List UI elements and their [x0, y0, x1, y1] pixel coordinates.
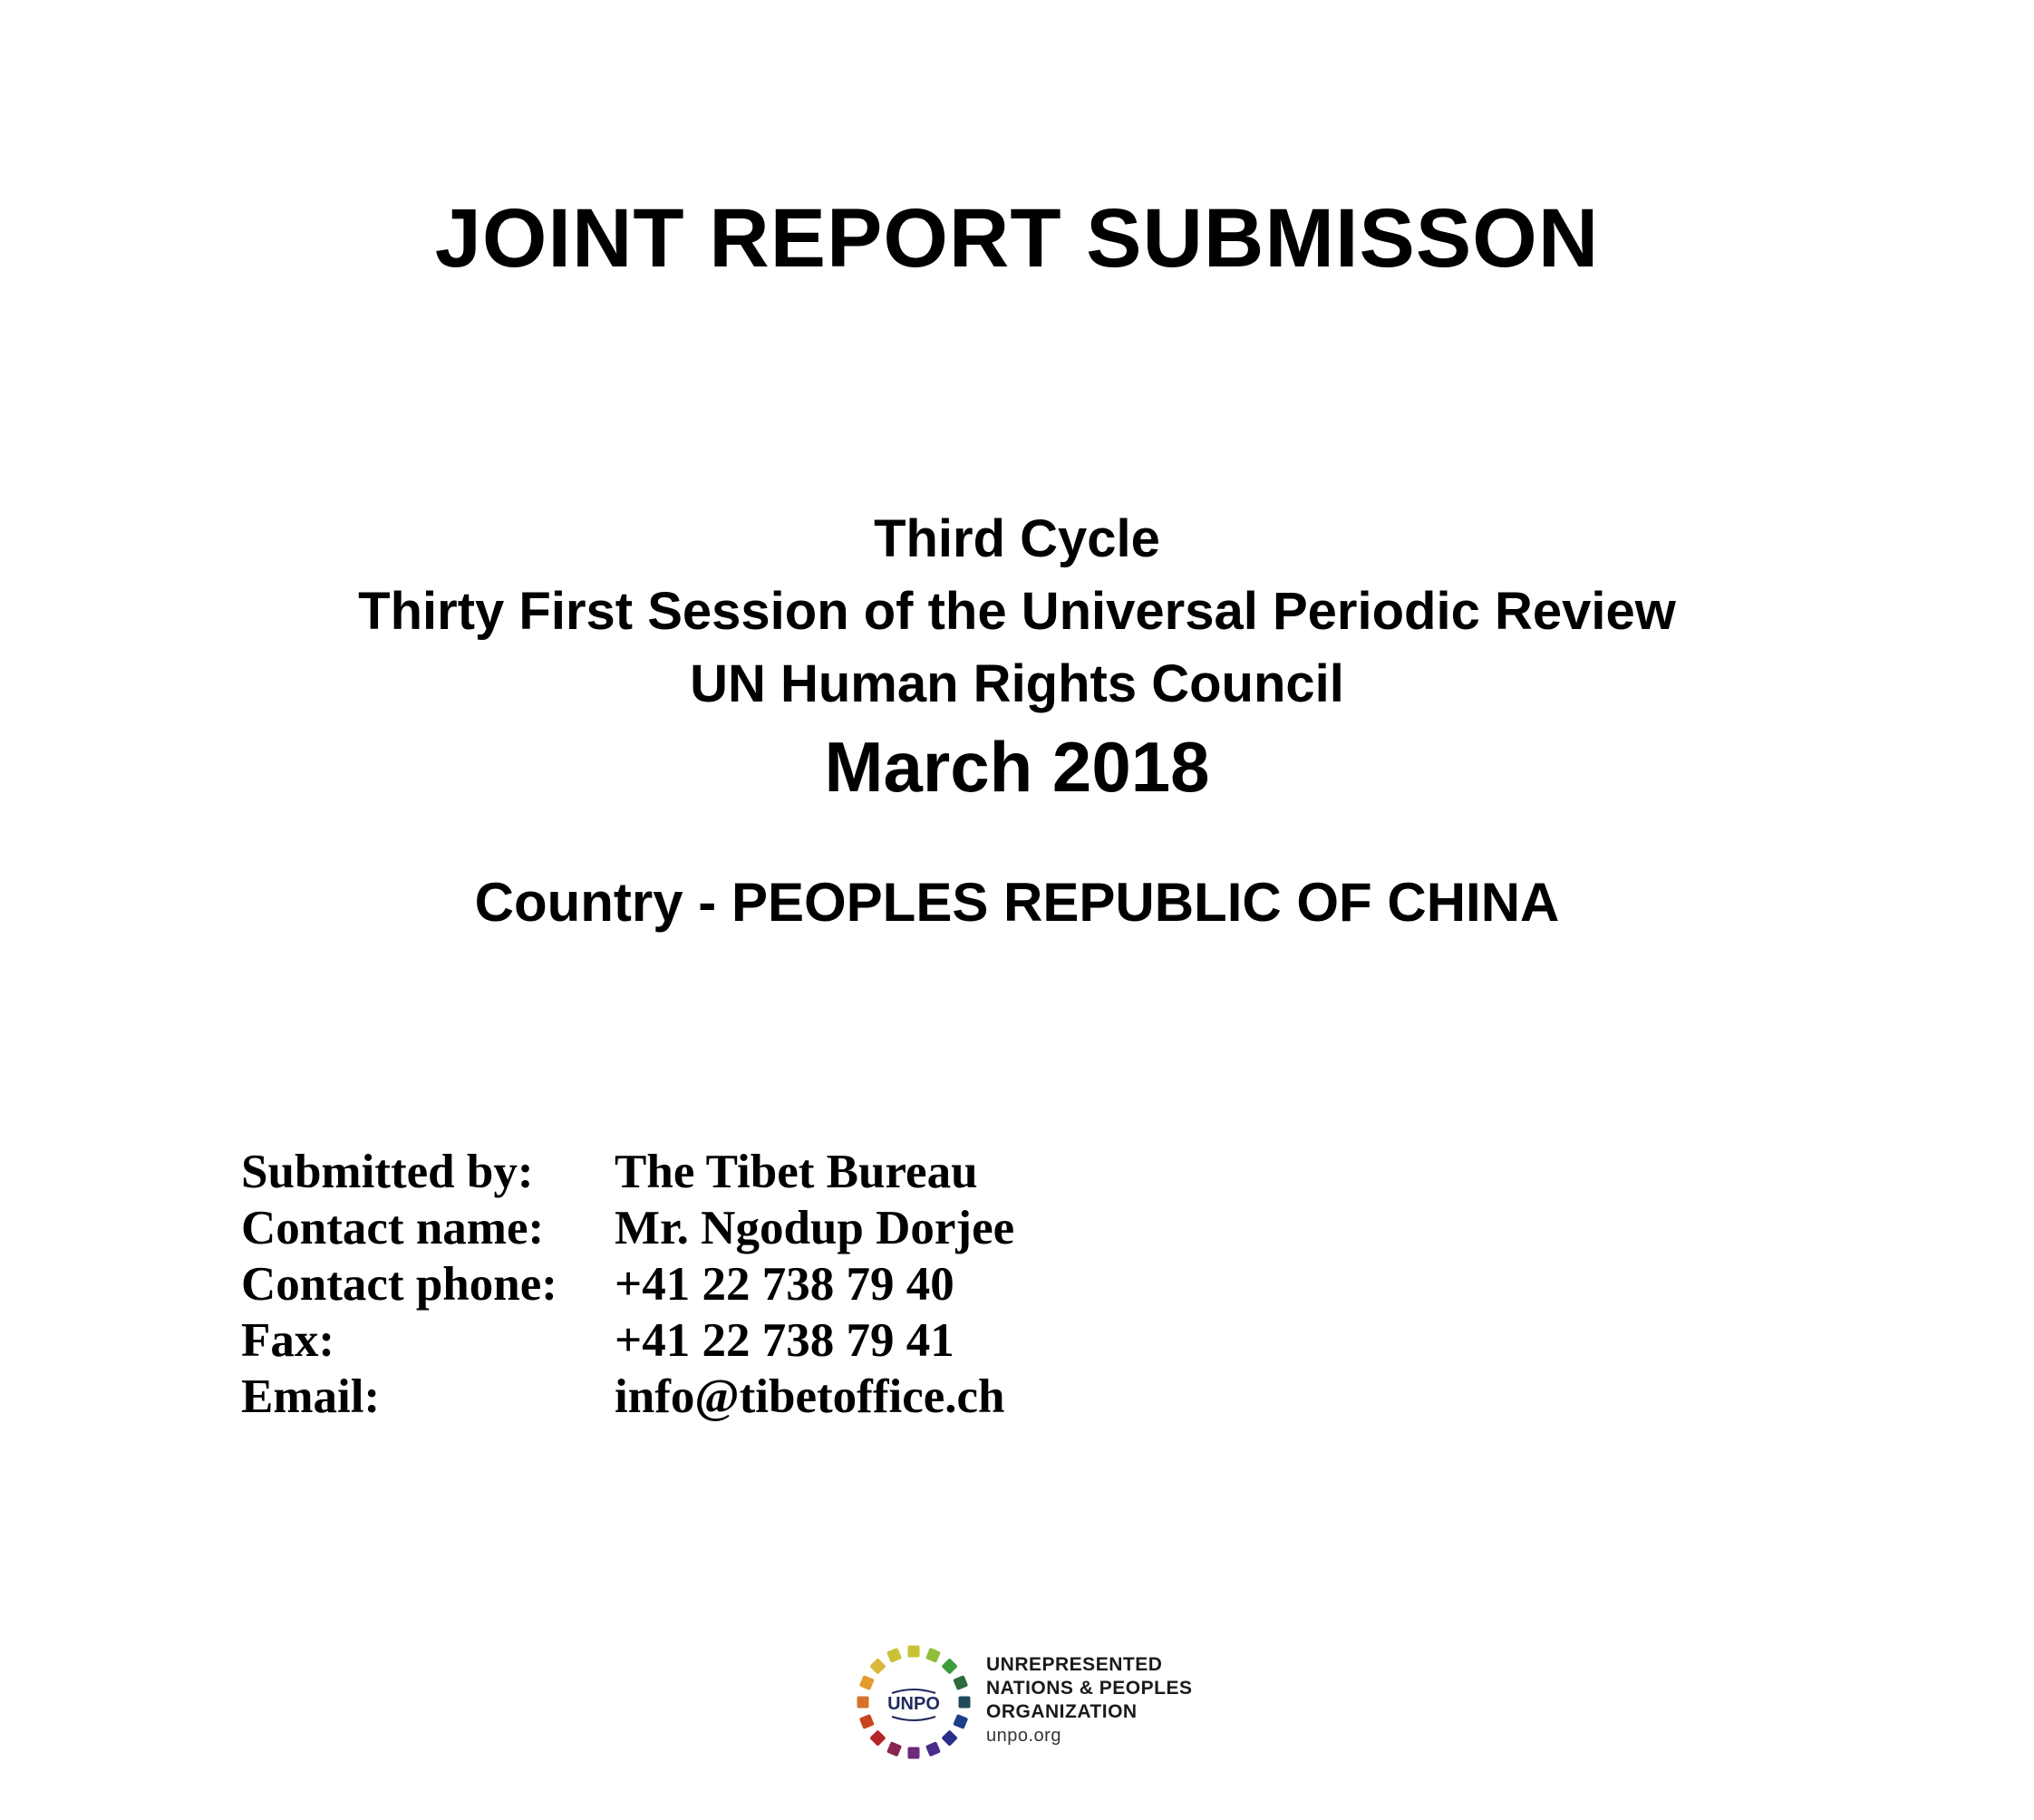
logo-line-3: ORGANIZATION	[986, 1701, 1138, 1722]
logo-ring-segment	[953, 1675, 968, 1690]
logo-ring-segment	[959, 1697, 971, 1709]
contact-row-name	[241, 1200, 1014, 1256]
submission-date: March 2018	[824, 727, 1210, 807]
contact-label: Email:	[241, 1370, 381, 1423]
logo-ring-segment	[886, 1648, 902, 1663]
logo-ring-segment	[925, 1648, 941, 1663]
contact-value: Mr. Ngodup Dorjee	[615, 1202, 1015, 1254]
review-cycle: Third Cycle	[874, 509, 1160, 568]
unpo-logo-mark	[852, 1641, 975, 1764]
logo-url: unpo.org	[986, 1726, 1061, 1746]
logo-ring-segment	[925, 1741, 941, 1757]
contact-label: Contact phone:	[241, 1258, 557, 1311]
logo-ring-segment	[869, 1658, 886, 1674]
logo-line-1: UNREPRESENTED	[986, 1654, 1163, 1675]
logo-ring-segment	[859, 1675, 875, 1690]
logo-ring-segment	[908, 1747, 920, 1759]
logo-ring-segment	[859, 1714, 875, 1729]
contact-row-email	[241, 1369, 1014, 1425]
logo-line-2: NATIONS & PEOPLES	[986, 1678, 1193, 1699]
logo-arc-bottom	[892, 1717, 935, 1720]
logo-ring-segment	[886, 1741, 902, 1757]
logo-ring-segment	[908, 1646, 920, 1658]
logo-ring-segment	[953, 1714, 968, 1729]
logo-ring-segment	[941, 1729, 957, 1746]
contact-label: Fax:	[241, 1314, 335, 1367]
session-title: Thirty First Session of the Universal Periodic Review	[358, 582, 1676, 641]
contact-value: The Tibet Bureau	[615, 1146, 978, 1198]
logo-ring-segment	[857, 1697, 869, 1709]
contact-label: Contact name:	[241, 1202, 545, 1254]
contact-row-fax	[241, 1312, 1014, 1369]
logo-mark-text: UNPO	[887, 1694, 940, 1714]
logo-ring-segment	[869, 1729, 886, 1746]
unpo-logo	[852, 1641, 1233, 1776]
contact-email-value: info@tibetoffice.ch	[615, 1370, 1005, 1423]
council-name: UN Human Rights Council	[690, 654, 1344, 713]
logo-arc-top	[892, 1689, 935, 1693]
contact-label: Submitted by:	[241, 1146, 534, 1198]
logo-wordmark	[986, 1653, 1192, 1747]
country-line: Country - PEOPLES REPUBLIC OF CHINA	[474, 872, 1560, 933]
contact-block	[241, 1144, 1014, 1425]
contact-row-phone	[241, 1256, 1014, 1312]
contact-value: +41 22 738 79 40	[615, 1258, 954, 1311]
contact-row-submitted-by	[241, 1144, 1014, 1200]
contact-value: +41 22 738 79 41	[615, 1314, 954, 1367]
logo-ring-segment	[941, 1658, 957, 1674]
report-title: JOINT REPORT SUBMISSON	[434, 192, 1600, 285]
